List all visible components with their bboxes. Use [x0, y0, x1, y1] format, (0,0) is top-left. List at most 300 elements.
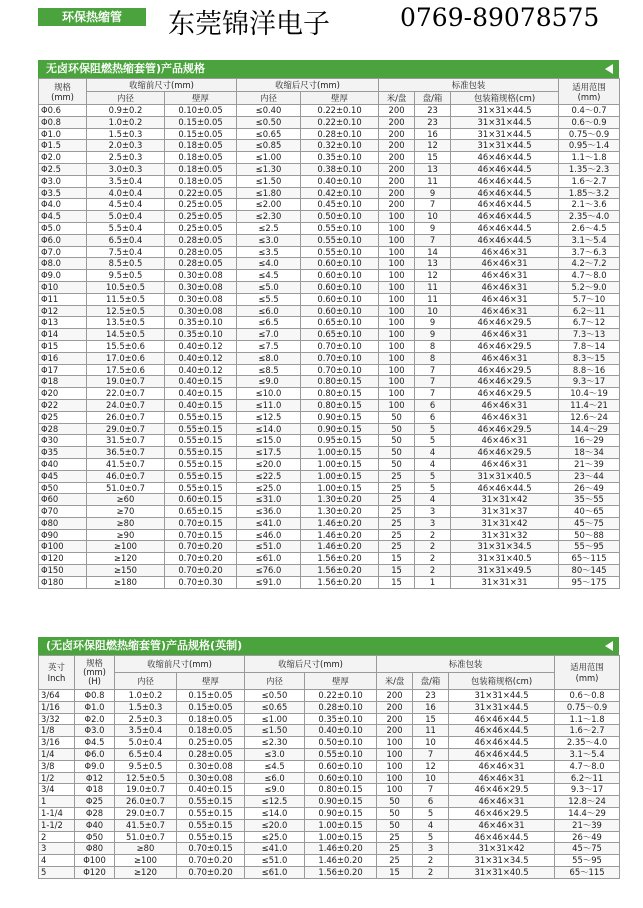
table-row	[39, 364, 620, 376]
per-roll-cell: 100	[377, 772, 413, 784]
wall-after-cell: 0.50±0.10	[301, 211, 379, 223]
wall-before-cell: 0.35±0.10	[165, 329, 237, 341]
inner-after-cell: ≤61.0	[245, 866, 305, 878]
spec-cell: Φ2.0	[39, 152, 87, 164]
range-cell: 11.4～21	[559, 399, 620, 411]
company-name: 东莞锦洋电子	[168, 9, 330, 40]
per-roll-cell: 15	[377, 866, 413, 878]
metric-spec-table	[38, 78, 620, 589]
box-size-cell: 31×31×42	[449, 843, 555, 855]
box-size-cell: 31×31×44.5	[451, 116, 559, 128]
inner-after-cell: ≤5.0	[237, 281, 301, 293]
table-row	[39, 541, 620, 553]
box-size-cell: 31×31×49.5	[451, 565, 559, 577]
per-box-cell: 2	[415, 541, 451, 553]
range-cell: 6.2～11	[559, 305, 620, 317]
wall-after-cell: 1.46±0.20	[301, 541, 379, 553]
table-row	[39, 529, 620, 541]
inner-before-cell: 17.5±0.6	[87, 364, 165, 376]
wall-after-cell: 1.00±0.15	[301, 482, 379, 494]
per-roll-cell: 25	[379, 529, 415, 541]
spec-cell: Φ0.6	[39, 105, 87, 117]
range-cell: 12.8～24	[555, 796, 620, 808]
box-size-cell: 46×46×31	[449, 772, 555, 784]
inner-before-cell: 13.5±0.5	[87, 317, 165, 329]
header-pack-imperial: 标准包装	[377, 656, 555, 673]
range-cell: 14.4～29	[559, 423, 620, 435]
inner-after-cell: ≤14.0	[237, 423, 301, 435]
wall-before-cell: 0.60±0.15	[165, 494, 237, 506]
range-cell: 1.1～1.8	[559, 152, 620, 164]
inner-before-cell: 4.0±0.4	[87, 187, 165, 199]
header-after-imperial: 收缩后尺寸(mm)	[245, 656, 377, 673]
wall-after-cell: 0.65±0.10	[301, 329, 379, 341]
box-size-cell: 46×46×44.5	[451, 175, 559, 187]
table-row	[39, 128, 620, 140]
inner-after-cell: ≤2.30	[245, 737, 305, 749]
inner-before-cell: 19.0±0.7	[115, 784, 177, 796]
inner-before-cell: ≥120	[115, 866, 177, 878]
box-size-cell: 46×46×31	[451, 270, 559, 282]
box-size-cell: 46×46×29.5	[451, 317, 559, 329]
wall-before-cell: 0.70±0.20	[177, 855, 245, 867]
wall-before-cell: 0.15±0.05	[165, 116, 237, 128]
range-cell: 4.7～8.0	[555, 760, 620, 772]
inner-before-cell: 36.5±0.7	[87, 447, 165, 459]
per-box-cell: 6	[415, 411, 451, 423]
per-roll-cell: 100	[379, 246, 415, 258]
table-row	[39, 713, 620, 725]
per-roll-cell: 200	[377, 713, 413, 725]
range-cell: 1.35～2.3	[559, 163, 620, 175]
range-cell: 23～44	[559, 470, 620, 482]
per-box-cell: 3	[415, 517, 451, 529]
spec-cell: Φ12	[39, 305, 87, 317]
inner-before-cell: 5.0±0.4	[115, 737, 177, 749]
wall-before-cell: 0.70±0.30	[165, 576, 237, 588]
inch-cell: 1/2	[39, 772, 75, 784]
inner-before-cell: 4.5±0.4	[87, 199, 165, 211]
table-row	[39, 234, 620, 246]
inner-before-cell: 6.5±0.4	[87, 234, 165, 246]
inner-before-cell: 7.5±0.4	[87, 246, 165, 258]
range-cell: 0.6～0.8	[555, 690, 620, 702]
wall-before-cell: 0.40±0.15	[165, 399, 237, 411]
range-cell: 2.6～4.5	[559, 222, 620, 234]
range-cell: 2.1～3.6	[559, 199, 620, 211]
per-box-cell: 13	[415, 163, 451, 175]
arrow-left-icon	[605, 641, 613, 651]
per-roll-cell: 100	[379, 293, 415, 305]
inner-after-cell: ≤6.0	[245, 772, 305, 784]
inner-after-cell: ≤14.0	[245, 807, 305, 819]
spec-cell: Φ90	[39, 529, 87, 541]
range-cell: 12.6～24	[559, 411, 620, 423]
inner-before-cell: 0.9±0.2	[87, 105, 165, 117]
header-range-imperial: 适用范围 (mm)	[555, 656, 620, 690]
spec-cell: Φ100	[75, 855, 115, 867]
wall-before-cell: 0.30±0.08	[177, 760, 245, 772]
table-row	[39, 376, 620, 388]
per-box-cell: 9	[415, 222, 451, 234]
box-size-cell: 46×46×31	[451, 399, 559, 411]
per-roll-cell: 50	[379, 423, 415, 435]
per-roll-cell: 50	[377, 807, 413, 819]
inner-before-cell: 17.0±0.6	[87, 352, 165, 364]
inner-before-cell: 51.0±0.7	[115, 831, 177, 843]
wall-after-cell: 0.22±0.10	[301, 105, 379, 117]
inner-after-cell: ≤31.0	[237, 494, 301, 506]
box-size-cell: 46×46×29.5	[449, 784, 555, 796]
range-cell: 6.2～11	[555, 772, 620, 784]
header-pack: 标准包装	[379, 79, 559, 92]
top-banner	[0, 0, 643, 40]
per-box-cell: 12	[415, 270, 451, 282]
range-cell: 26～49	[559, 482, 620, 494]
wall-after-cell: 0.90±0.15	[301, 423, 379, 435]
wall-after-cell: 0.80±0.15	[301, 399, 379, 411]
header-before: 收缩前尺寸(mm)	[87, 79, 237, 92]
box-size-cell: 46×46×44.5	[449, 713, 555, 725]
box-size-cell: 46×46×29.5	[449, 807, 555, 819]
inner-after-cell: ≤25.0	[237, 482, 301, 494]
inner-after-cell: ≤41.0	[245, 843, 305, 855]
spec-cell: Φ45	[39, 470, 87, 482]
per-box-cell: 7	[415, 388, 451, 400]
per-box-cell: 3	[415, 506, 451, 518]
range-cell: 18～34	[559, 447, 620, 459]
inner-after-cell: ≤1.30	[237, 163, 301, 175]
range-cell: 3.1～5.4	[555, 748, 620, 760]
inner-after-cell: ≤11.0	[237, 399, 301, 411]
table-row	[39, 340, 620, 352]
range-cell: 1.6～2.7	[555, 725, 620, 737]
wall-after-cell: 1.56±0.20	[301, 553, 379, 565]
per-roll-cell: 100	[379, 329, 415, 341]
inner-before-cell: 19.0±0.7	[87, 376, 165, 388]
range-cell: 1.85～3.2	[559, 187, 620, 199]
per-roll-cell: 50	[377, 819, 413, 831]
wall-after-cell: 0.65±0.10	[301, 317, 379, 329]
inner-after-cell: ≤6.0	[237, 305, 301, 317]
inner-after-cell: ≤0.50	[245, 690, 305, 702]
inch-cell: 1-1/2	[39, 819, 75, 831]
spec-cell: Φ8.0	[39, 258, 87, 270]
header-per-roll-imperial: 米/盘	[377, 673, 413, 690]
inner-before-cell: 1.5±0.3	[87, 128, 165, 140]
range-cell: 40～65	[559, 506, 620, 518]
wall-after-cell: 0.40±0.10	[301, 175, 379, 187]
wall-before-cell: 0.18±0.05	[165, 152, 237, 164]
table-row	[39, 411, 620, 423]
inch-cell: 1/4	[39, 748, 75, 760]
per-box-cell: 13	[415, 258, 451, 270]
per-roll-cell: 15	[379, 565, 415, 577]
inner-after-cell: ≤2.00	[237, 199, 301, 211]
per-roll-cell: 50	[379, 435, 415, 447]
box-size-cell: 31×31×44.5	[449, 701, 555, 713]
table-row	[39, 305, 620, 317]
wall-before-cell: 0.65±0.15	[165, 506, 237, 518]
wall-after-cell: 0.45±0.10	[301, 199, 379, 211]
wall-before-cell: 0.55±0.15	[177, 807, 245, 819]
wall-after-cell: 0.55±0.10	[305, 748, 377, 760]
header-wall: 壁厚	[165, 92, 237, 105]
range-cell: 55～95	[559, 541, 620, 553]
wall-after-cell: 0.90±0.15	[305, 796, 377, 808]
inner-before-cell: 2.0±0.3	[87, 140, 165, 152]
per-box-cell: 16	[413, 701, 449, 713]
box-size-cell: 46×46×31	[449, 819, 555, 831]
header-box-size: 包装箱规格(cm)	[451, 92, 559, 105]
wall-after-cell: 1.30±0.20	[301, 506, 379, 518]
inner-after-cell: ≤12.5	[237, 411, 301, 423]
table-row	[39, 435, 620, 447]
box-size-cell: 46×46×31	[449, 760, 555, 772]
spec-cell: Φ40	[75, 819, 115, 831]
table-row	[39, 187, 620, 199]
range-cell: 14.4～29	[555, 807, 620, 819]
wall-after-cell: 0.80±0.15	[301, 376, 379, 388]
per-roll-cell: 50	[379, 447, 415, 459]
table-row	[39, 281, 620, 293]
spec-cell: Φ10	[39, 281, 87, 293]
inner-after-cell: ≤1.50	[237, 175, 301, 187]
range-cell: 7.8～14	[559, 340, 620, 352]
box-size-cell: 46×46×31	[451, 258, 559, 270]
box-size-cell: 31×31×34.5	[449, 855, 555, 867]
per-roll-cell: 100	[379, 281, 415, 293]
inner-after-cell: ≤3.0	[245, 748, 305, 760]
inner-after-cell: ≤41.0	[237, 517, 301, 529]
box-size-cell: 46×46×29.5	[451, 447, 559, 459]
wall-after-cell: 0.38±0.10	[301, 163, 379, 175]
per-box-cell: 23	[413, 690, 449, 702]
per-box-cell: 5	[415, 482, 451, 494]
wall-before-cell: 0.18±0.05	[165, 175, 237, 187]
per-box-cell: 10	[415, 211, 451, 223]
per-roll-cell: 100	[379, 364, 415, 376]
box-size-cell: 31×31×44.5	[451, 128, 559, 140]
inner-before-cell: ≥90	[87, 529, 165, 541]
wall-after-cell: 0.40±0.10	[305, 725, 377, 737]
wall-after-cell: 1.00±0.15	[301, 447, 379, 459]
per-box-cell: 5	[415, 423, 451, 435]
range-cell: 4.7～8.0	[559, 270, 620, 282]
inner-before-cell: ≥80	[87, 517, 165, 529]
header-after: 收缩后尺寸(mm)	[237, 79, 379, 92]
wall-after-cell: 1.46±0.20	[305, 843, 377, 855]
range-cell: 0.75～0.9	[559, 128, 620, 140]
spec-cell: Φ40	[39, 458, 87, 470]
table-row	[39, 222, 620, 234]
wall-before-cell: 0.30±0.08	[165, 305, 237, 317]
spec-cell: Φ9.0	[75, 760, 115, 772]
wall-before-cell: 0.25±0.05	[165, 199, 237, 211]
inner-before-cell: ≥100	[87, 541, 165, 553]
wall-after-cell: 0.22±0.10	[305, 690, 377, 702]
per-roll-cell: 100	[379, 352, 415, 364]
wall-after-cell: 0.60±0.10	[305, 760, 377, 772]
inner-after-cell: ≤15.0	[237, 435, 301, 447]
box-size-cell: 46×46×44.5	[451, 163, 559, 175]
inner-after-cell: ≤0.40	[237, 105, 301, 117]
range-cell: 2.35～4.0	[555, 737, 620, 749]
inner-after-cell: ≤20.0	[245, 819, 305, 831]
inch-cell: 3	[39, 843, 75, 855]
box-size-cell: 46×46×44.5	[449, 725, 555, 737]
table-row	[39, 258, 620, 270]
header-before-imperial: 收缩前尺寸(mm)	[115, 656, 245, 673]
wall-after-cell: 0.60±0.10	[305, 772, 377, 784]
spec-cell: Φ120	[75, 866, 115, 878]
box-size-cell: 46×46×44.5	[451, 211, 559, 223]
per-roll-cell: 25	[379, 541, 415, 553]
imperial-spec-title-text: (无卤环保阻燃热缩套管)产品规格(英制)	[46, 639, 243, 652]
inner-before-cell: 41.5±0.7	[115, 819, 177, 831]
inner-after-cell: ≤25.0	[245, 831, 305, 843]
per-roll-cell: 200	[377, 690, 413, 702]
range-cell: 0.4～0.7	[559, 105, 620, 117]
wall-before-cell: 0.55±0.15	[165, 482, 237, 494]
wall-after-cell: 0.80±0.15	[301, 388, 379, 400]
table-row	[39, 565, 620, 577]
per-box-cell: 15	[413, 713, 449, 725]
box-size-cell: 31×31×32	[451, 529, 559, 541]
wall-before-cell: 0.15±0.05	[177, 690, 245, 702]
wall-before-cell: 0.25±0.05	[165, 211, 237, 223]
inner-after-cell: ≤4.0	[237, 258, 301, 270]
inner-before-cell: 12.5±0.5	[87, 305, 165, 317]
spec-cell: Φ25	[75, 796, 115, 808]
box-size-cell: 46×46×31	[451, 329, 559, 341]
imperial-spec-rows	[39, 690, 620, 879]
table-row	[39, 211, 620, 223]
inch-cell: 5	[39, 866, 75, 878]
box-size-cell: 31×31×40.5	[449, 866, 555, 878]
box-size-cell: 46×46×44.5	[451, 199, 559, 211]
per-box-cell: 4	[415, 458, 451, 470]
per-box-cell: 7	[415, 234, 451, 246]
per-roll-cell: 100	[379, 258, 415, 270]
per-box-cell: 4	[415, 447, 451, 459]
wall-before-cell: 0.30±0.08	[165, 293, 237, 305]
box-size-cell: 46×46×29.5	[451, 423, 559, 435]
spec-cell: Φ2.5	[39, 163, 87, 175]
range-cell: 6.7～12	[559, 317, 620, 329]
wall-before-cell: 0.18±0.05	[165, 163, 237, 175]
per-box-cell: 5	[413, 807, 449, 819]
wall-before-cell: 0.40±0.15	[165, 388, 237, 400]
inch-cell: 1/8	[39, 725, 75, 737]
spec-cell: Φ28	[39, 423, 87, 435]
wall-after-cell: 0.35±0.10	[301, 152, 379, 164]
header-wall-imperial: 壁厚	[177, 673, 245, 690]
spec-cell: Φ12	[75, 772, 115, 784]
inner-after-cell: ≤22.5	[237, 470, 301, 482]
box-size-cell: 31×31×42	[451, 517, 559, 529]
inch-cell: 1-1/4	[39, 807, 75, 819]
table-row	[39, 447, 620, 459]
inner-before-cell: 1.5±0.3	[115, 701, 177, 713]
inner-after-cell: ≤3.0	[237, 234, 301, 246]
inner-before-cell: 3.5±0.4	[115, 725, 177, 737]
inch-cell: 2	[39, 831, 75, 843]
header-wall-after-imperial: 壁厚	[305, 673, 377, 690]
table-row	[39, 399, 620, 411]
spec-cell: Φ30	[39, 435, 87, 447]
per-box-cell: 7	[415, 376, 451, 388]
inner-after-cell: ≤9.0	[237, 376, 301, 388]
box-size-cell: 31×31×44.5	[449, 690, 555, 702]
inner-after-cell: ≤3.5	[237, 246, 301, 258]
inner-before-cell: 8.5±0.5	[87, 258, 165, 270]
per-box-cell: 7	[415, 199, 451, 211]
inner-after-cell: ≤5.5	[237, 293, 301, 305]
wall-before-cell: 0.70±0.15	[165, 529, 237, 541]
inch-cell: 3/64	[39, 690, 75, 702]
wall-before-cell: 0.55±0.15	[177, 796, 245, 808]
metric-spec-title	[38, 60, 619, 78]
inner-before-cell: 5.0±0.4	[87, 211, 165, 223]
per-box-cell: 16	[415, 128, 451, 140]
table-row	[39, 737, 620, 749]
range-cell: 3.1～5.4	[559, 234, 620, 246]
wall-after-cell: 0.22±0.10	[301, 116, 379, 128]
wall-after-cell: 0.70±0.10	[301, 352, 379, 364]
inner-before-cell: 2.5±0.3	[115, 713, 177, 725]
inner-before-cell: 9.5±0.5	[87, 270, 165, 282]
per-roll-cell: 200	[379, 116, 415, 128]
per-box-cell: 9	[415, 317, 451, 329]
inner-after-cell: ≤9.0	[245, 784, 305, 796]
wall-after-cell: 0.60±0.10	[301, 270, 379, 282]
per-roll-cell: 200	[379, 175, 415, 187]
inch-cell: 1	[39, 796, 75, 808]
box-size-cell: 46×46×29.5	[451, 364, 559, 376]
per-roll-cell: 100	[379, 317, 415, 329]
table-row	[39, 116, 620, 128]
inner-before-cell: 2.5±0.3	[87, 152, 165, 164]
spec-cell: Φ9.0	[39, 270, 87, 282]
table-row	[39, 388, 620, 400]
box-size-cell: 46×46×44.5	[449, 737, 555, 749]
wall-before-cell: 0.70±0.20	[165, 553, 237, 565]
range-cell: 65～115	[555, 866, 620, 878]
inner-before-cell: 24.0±0.7	[87, 399, 165, 411]
table-row	[39, 105, 620, 117]
per-box-cell: 6	[415, 399, 451, 411]
per-box-cell: 8	[415, 340, 451, 352]
inner-before-cell: 41.5±0.7	[87, 458, 165, 470]
wall-before-cell: 0.55±0.15	[165, 423, 237, 435]
inner-before-cell: 22.0±0.7	[87, 388, 165, 400]
table-row	[39, 748, 620, 760]
per-box-cell: 7	[413, 784, 449, 796]
wall-before-cell: 0.55±0.15	[165, 458, 237, 470]
range-cell: 8.8～16	[559, 364, 620, 376]
table-row	[39, 163, 620, 175]
wall-before-cell: 0.25±0.05	[177, 737, 245, 749]
per-roll-cell: 200	[379, 163, 415, 175]
box-size-cell: 46×46×31	[449, 796, 555, 808]
inner-after-cell: ≤76.0	[237, 565, 301, 577]
spec-cell: Φ17	[39, 364, 87, 376]
spec-cell: Φ6.0	[39, 234, 87, 246]
header-inner: 内径	[87, 92, 165, 105]
table-row	[39, 423, 620, 435]
box-size-cell: 46×46×29.5	[451, 388, 559, 400]
